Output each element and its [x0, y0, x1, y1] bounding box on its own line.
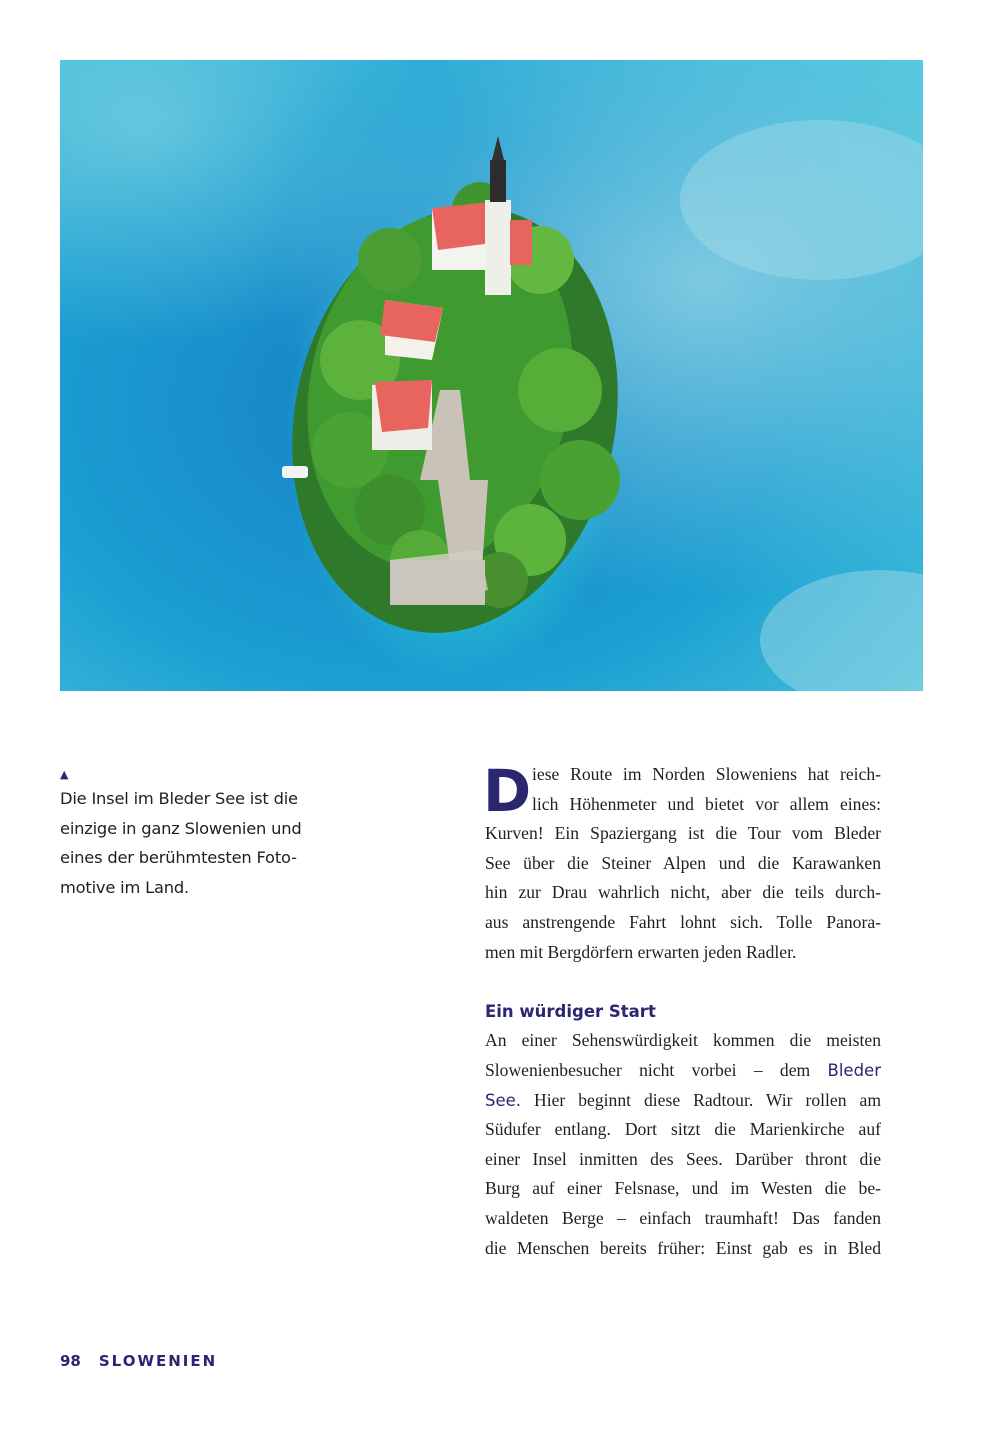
section-line: waldeten Berge – einfach traumhaft! Das fanden — [485, 1207, 881, 1228]
lake-bled-island-photo — [60, 60, 923, 691]
section-name: SLOWENIEN — [98, 1352, 218, 1370]
section-heading: Ein würdiger Start — [485, 1001, 656, 1021]
section-line: die Menschen bereits früher: Einst gab es in Bled — [485, 1237, 881, 1258]
caption-arrow-icon: ▲ — [60, 768, 69, 781]
section-line-with-highlight — [485, 1056, 881, 1086]
island-illustration — [60, 60, 923, 691]
body-text — [483, 757, 882, 1263]
intro-line: See über die Steiner Alpen und die Karawanken — [485, 852, 881, 873]
section-line: An einer Sehenswürdigkeit kommen die meisten — [485, 1030, 881, 1051]
section-line-with-highlight — [485, 1086, 881, 1116]
section-line-text: Hier beginnt diese Radtour. Wir rollen am — [534, 1089, 882, 1110]
intro-line: iese Route im Norden Sloweniens hat reich- — [532, 764, 881, 784]
caption-line: motive im Land. — [60, 877, 189, 897]
paragraph-spacer — [485, 967, 881, 997]
caption-line: einzige in ganz Slowenien und — [60, 818, 302, 838]
highlight-see: See. — [485, 1090, 522, 1110]
page-footer — [60, 1352, 217, 1370]
photo-caption — [60, 766, 322, 902]
intro-line: men mit Bergdörfern erwarten jeden Radler. — [485, 941, 797, 962]
section-line-text: Slowenienbesucher nicht vorbei – dem — [485, 1059, 811, 1080]
intro-line: Kurven! Ein Spaziergang ist die Tour vom Bleder — [485, 823, 881, 844]
drop-cap: D — [483, 757, 532, 825]
highlight-bleder: Bleder — [827, 1060, 881, 1080]
intro-line: lich Höhenmeter und bietet vor allem eines: — [532, 793, 881, 814]
caption-line: eines der berühmtesten Foto- — [60, 848, 297, 868]
section-line: einer Insel inmitten des Sees. Darüber thront die — [485, 1148, 881, 1169]
section-line: Südufer entlang. Dort sitzt die Marienkirche auf — [485, 1119, 881, 1140]
caption-line: Die Insel im Bleder See ist die — [60, 789, 298, 808]
section-line: Burg auf einer Felsnase, und im Westen die be- — [485, 1178, 881, 1199]
intro-line: aus anstrengende Fahrt lohnt sich. Tolle Panora- — [485, 911, 881, 932]
intro-line: hin zur Drau wahrlich nicht, aber die teils durch- — [485, 882, 881, 903]
page-number: 98 — [60, 1352, 81, 1370]
